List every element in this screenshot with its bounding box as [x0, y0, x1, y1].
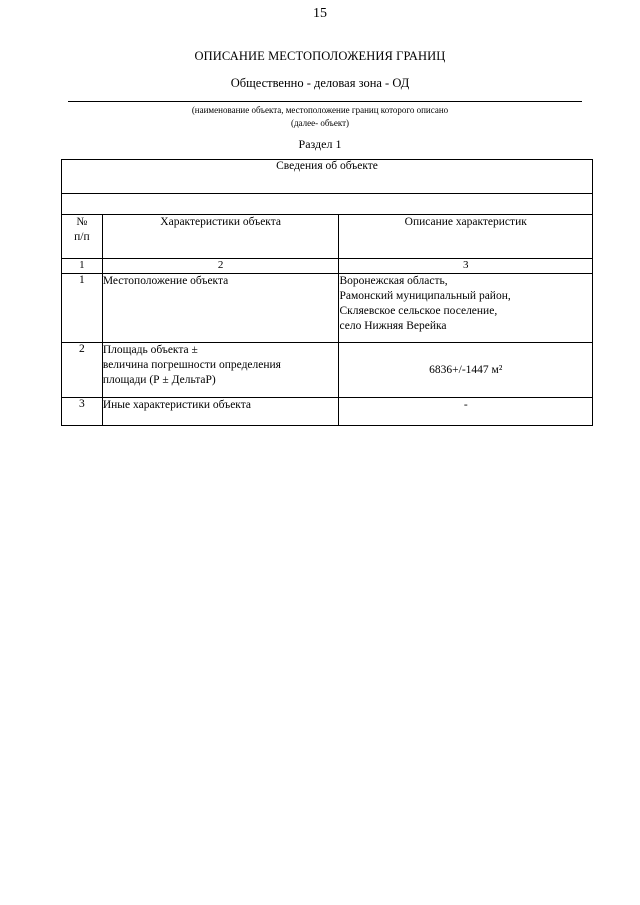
column-index-cell: 3 [339, 259, 593, 274]
description-line: Скляевское сельское поселение, [339, 305, 498, 317]
table-blank-row [62, 194, 593, 215]
table-row [62, 343, 593, 398]
row-characteristic [102, 398, 339, 426]
characteristic-line: Местоположение объекта [102, 275, 229, 287]
row-characteristic [102, 274, 339, 343]
object-name-underline [68, 101, 582, 102]
column-index-row [62, 259, 593, 274]
row-description [339, 274, 593, 343]
table-header: Сведения об объекте [62, 160, 593, 194]
row-number: 3 [62, 398, 103, 426]
section-label: Раздел 1 [298, 137, 342, 151]
row-characteristic [102, 343, 339, 398]
row-number: 1 [62, 274, 103, 343]
page-number: 15 [313, 6, 327, 21]
characteristic-line: Иные характеристики объекта [102, 399, 252, 411]
description-line: Воронежская область, [339, 275, 448, 287]
row-description [339, 343, 593, 398]
description-line: Рамонский муниципальный район, [339, 290, 511, 302]
column-header-row [62, 215, 593, 259]
caption-line: (наименование объекта, местоположение границ которого описано [191, 105, 449, 115]
column-header-description: Описание характеристик [339, 215, 593, 259]
object-info-table [61, 159, 593, 426]
column-index-cell: 2 [102, 259, 339, 274]
column-header-num-line: № [76, 216, 88, 228]
description-line: - [463, 399, 468, 411]
characteristic-line: площади (Р ± ДельтаР) [102, 374, 216, 386]
table-row [62, 274, 593, 343]
document-title: ОПИСАНИЕ МЕСТОПОЛОЖЕНИЯ ГРАНИЦ [194, 49, 446, 63]
blank-cell [62, 194, 593, 215]
column-header-num [62, 215, 103, 259]
characteristic-line: Площадь объекта ± [102, 344, 198, 356]
object-name: Общественно - деловая зона - ОД [230, 76, 410, 90]
table-row [62, 398, 593, 426]
description-line: 6836+/-1447 м² [429, 363, 503, 376]
column-header-characteristics: Характеристики объекта [102, 215, 339, 259]
object-name-caption [0, 104, 640, 130]
column-index-cell: 1 [62, 259, 103, 274]
table-header-row [62, 160, 593, 194]
characteristic-line: величина погрешности определения [102, 359, 281, 371]
description-line: село Нижняя Верейка [339, 320, 447, 332]
row-description [339, 398, 593, 426]
row-number: 2 [62, 343, 103, 398]
caption-line: (далее- объект) [290, 118, 350, 128]
column-header-num-line: п/п [74, 231, 90, 243]
